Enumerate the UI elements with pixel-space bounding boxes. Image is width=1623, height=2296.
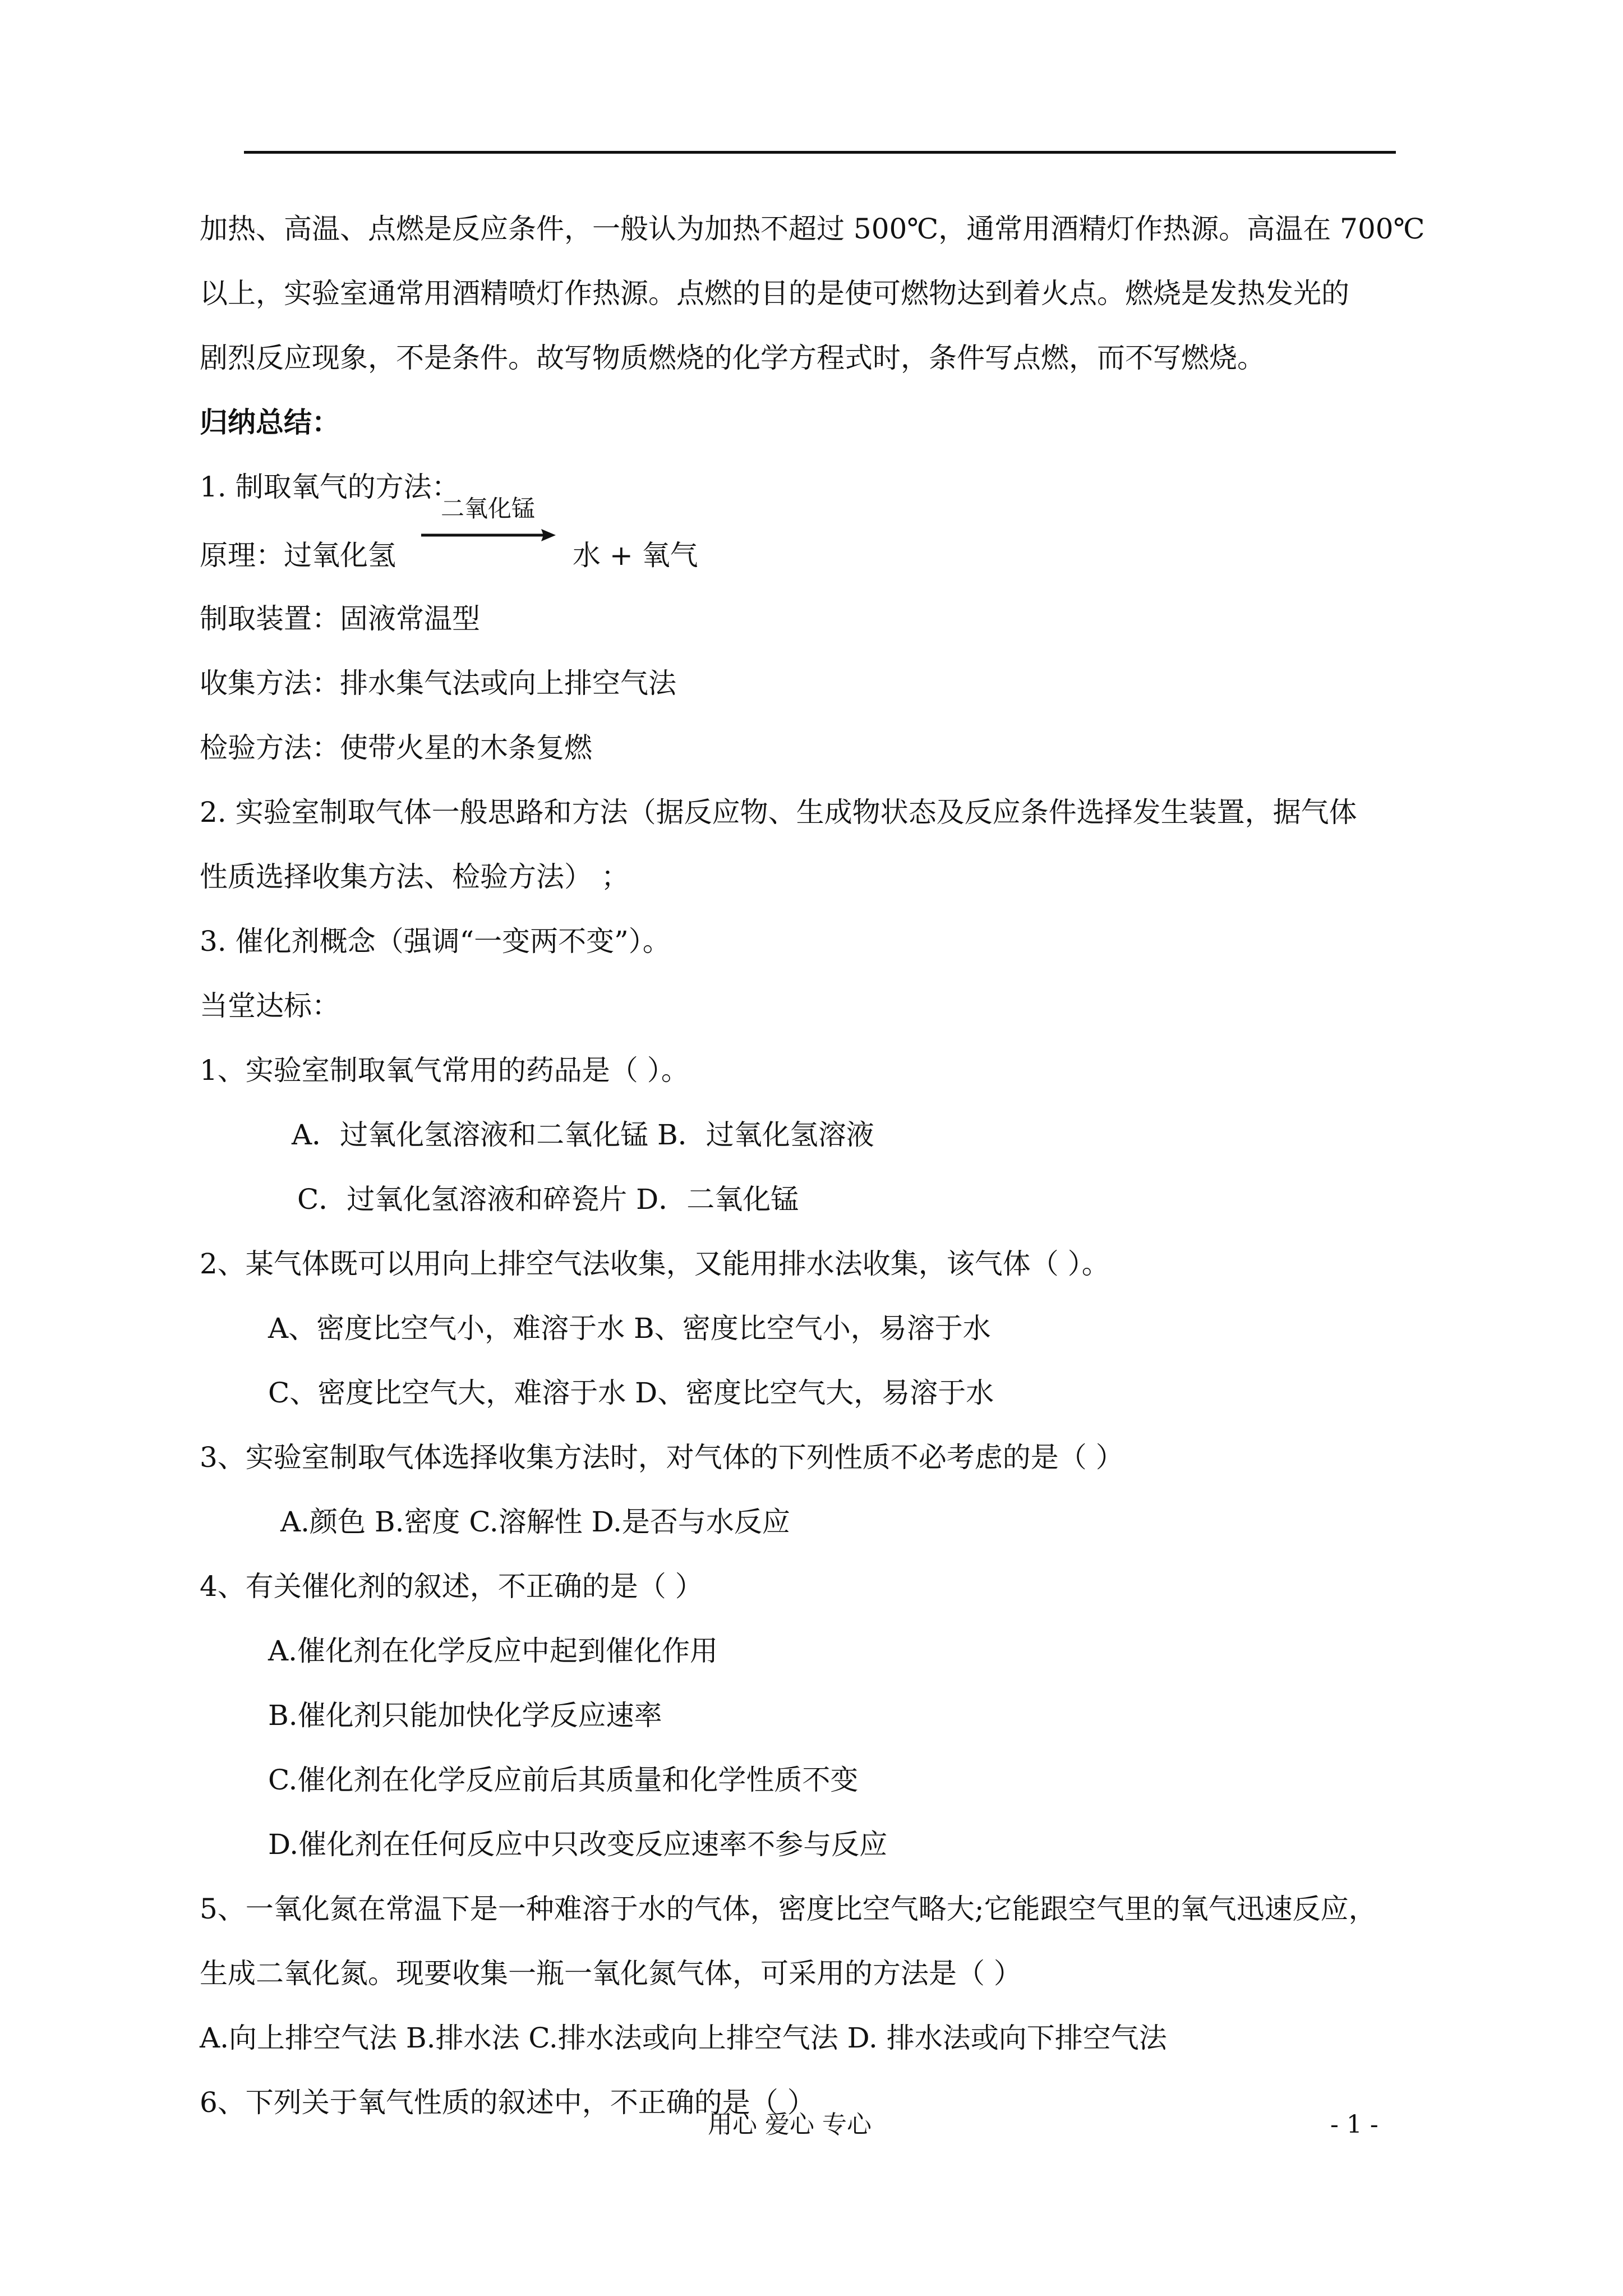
reaction-equation (200, 495, 817, 583)
intro-line-3: 剧烈反应现象，不是条件。故写物质燃烧的化学方程式时，条件写点燃，而不写燃烧。 (200, 342, 1265, 374)
summary-item-3: 3. 催化剂概念（强调“一变两不变”）。 (200, 925, 671, 958)
question-4-option-a: A.催化剂在化学反应中起到催化作用 (268, 1635, 718, 1667)
question-3: 3、实验室制取气体选择收集方法时，对气体的下列性质不必考虑的是（ ） (200, 1441, 1124, 1474)
question-2-options-ab: A、密度比空气小，难溶于水 B、密度比空气小，易溶于水 (268, 1312, 991, 1345)
question-3-options: A.颜色 B.密度 C.溶解性 D.是否与水反应 (280, 1506, 790, 1538)
question-4-option-d: D.催化剂在任何反应中只改变反应速率不参与反应 (268, 1828, 888, 1861)
intro-line-1: 加热、高温、点燃是反应条件，一般认为加热不超过 500℃，通常用酒精灯作热源。高温在 700℃ (200, 213, 1425, 245)
question-5-options: A.向上排空气法 B.排水法 C.排水法或向上排空气法 D. 排水法或向下排空气法 (200, 2022, 1167, 2054)
summary-item-2-line-2: 性质选择收集方法、检验方法） ； (200, 861, 629, 893)
reaction-catalyst: 二氧化锰 (441, 495, 536, 522)
question-4-option-c: C.催化剂在化学反应前后其质量和化学性质不变 (268, 1764, 859, 1796)
question-1: 1、实验室制取氧气常用的药品是（ ）。 (200, 1054, 689, 1087)
summary-heading: 归纳总结： (200, 406, 340, 439)
question-5-line-1: 5、一氧化氮在常温下是一种难溶于水的气体，密度比空气略大;它能跟空气里的氧气迅速反应， (200, 1893, 1377, 1925)
intro-line-2: 以上，实验室通常用酒精喷灯作热源。点燃的目的是使可燃物达到着火点。燃烧是发热发光的 (200, 277, 1349, 310)
reaction-products: 水 + 氧气 (573, 539, 698, 572)
header-rule (244, 151, 1396, 154)
reaction-label: 原理：过氧化氢 (200, 539, 396, 572)
summary-collect: 收集方法：排水集气法或向上排空气法 (200, 667, 676, 700)
question-1-options-ab: A．过氧化氢溶液和二氧化锰 B．过氧化氢溶液 (292, 1119, 874, 1151)
footer-motto: 用心 爱心 专心 (708, 2110, 872, 2139)
question-6: 6、下列关于氧气性质的叙述中，不正确的是（ ） (200, 2086, 815, 2119)
summary-test: 检验方法：使带火星的木条复燃 (200, 731, 592, 764)
practice-heading: 当堂达标： (200, 990, 340, 1022)
question-4-option-b: B.催化剂只能加快化学反应速率 (268, 1699, 662, 1732)
question-2: 2、某气体既可以用向上排空气法收集，又能用排水法收集，该气体（ ）。 (200, 1248, 1110, 1280)
question-5-line-2: 生成二氧化氮。现要收集一瓶一氧化氮气体，可采用的方法是（ ） (200, 1957, 1022, 1990)
page-number: - 1 - (1330, 2110, 1378, 2139)
question-4: 4、有关催化剂的叙述，不正确的是（ ） (200, 1570, 703, 1603)
summary-item-1: 1. 制取氧气的方法： (200, 471, 460, 503)
question-1-options-cd: C．过氧化氢溶液和碎瓷片 D．二氧化锰 (297, 1183, 799, 1216)
question-2-options-cd: C、密度比空气大，难溶于水 D、密度比空气大，易溶于水 (268, 1377, 994, 1409)
reaction-arrow-icon (421, 527, 556, 544)
summary-device: 制取装置：固液常温型 (200, 602, 480, 635)
summary-item-2-line-1: 2. 实验室制取气体一般思路和方法（据反应物、生成物状态及反应条件选择发生装置，据气体 (200, 796, 1357, 829)
